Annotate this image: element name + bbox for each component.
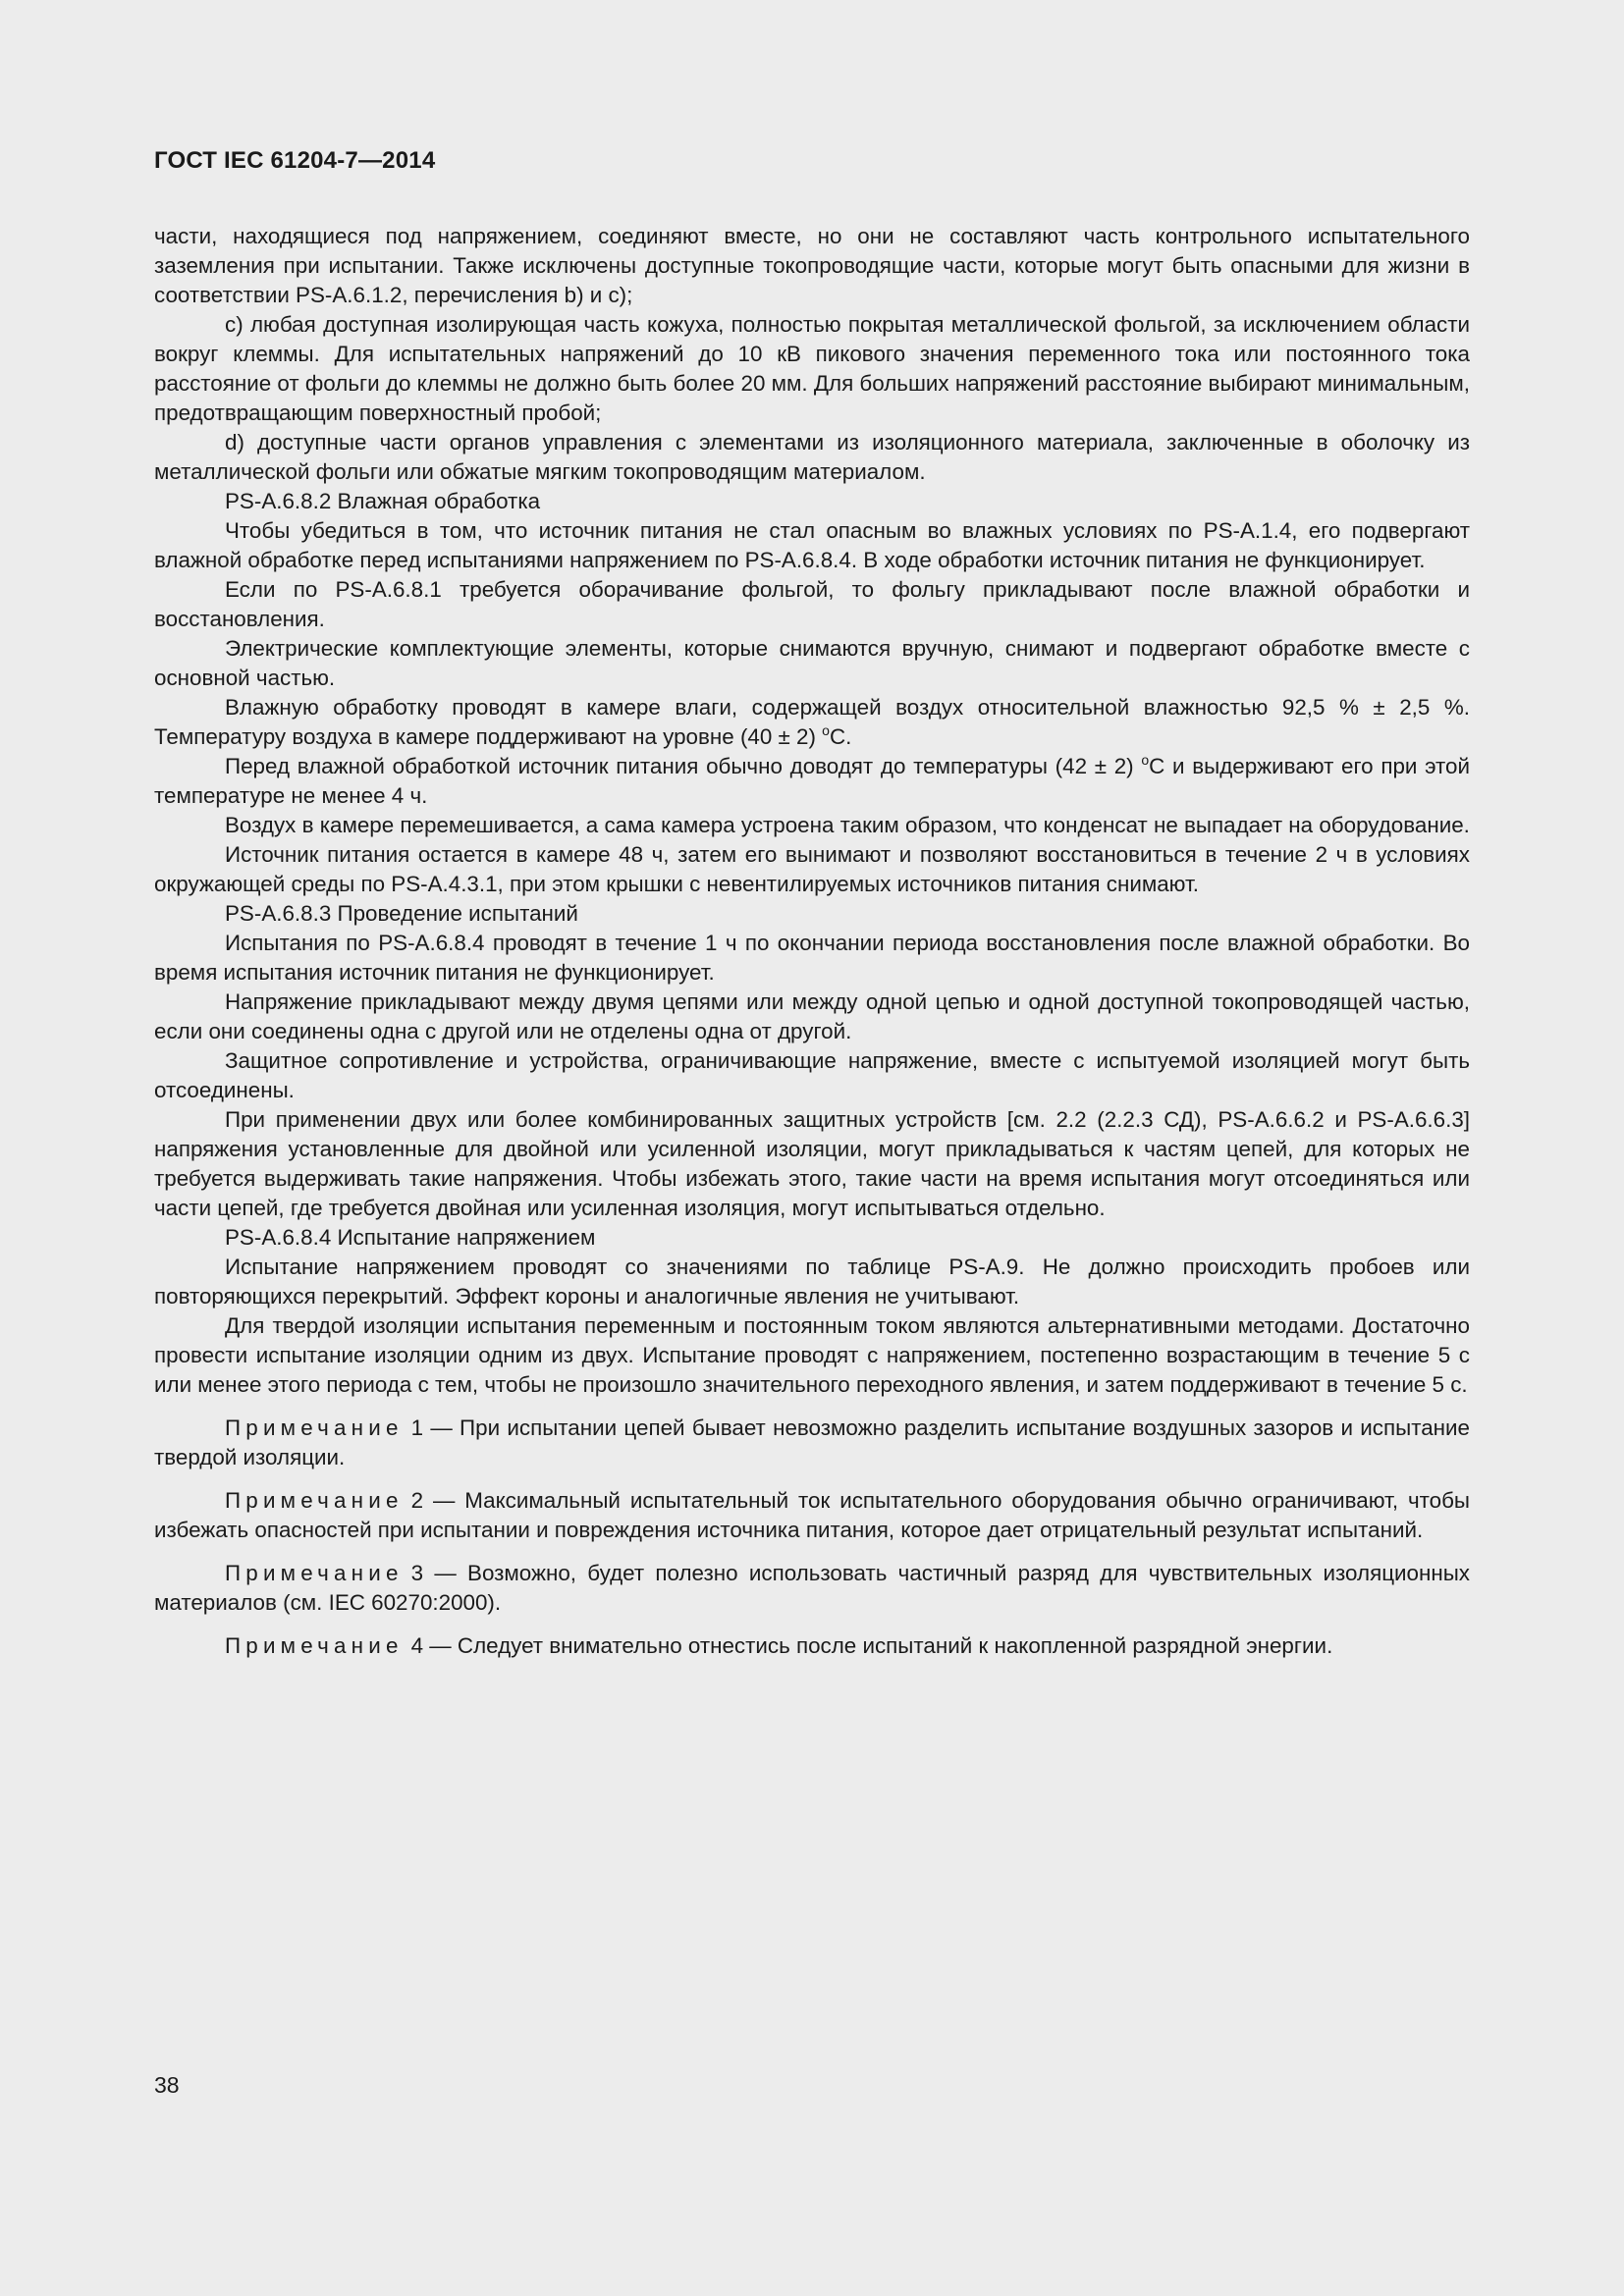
paragraph: Воздух в камере перемешивается, а сама камера устроена таким образом, что конденсат не выпадает на оборудование. (225, 813, 1470, 837)
degree-symbol: o (1141, 752, 1150, 768)
paragraph: Защитное сопротивление и устройства, ограничивающие напряжение, вместе с испытуемой изоляцией могут быть отсоединены. (154, 1048, 1470, 1102)
paragraph-text: С и выдерживают его при этой температуре не менее 4 ч. (154, 754, 1470, 808)
paragraph: Электрические комплектующие элементы, которые снимаются вручную, снимают и подвергают обработке вместе с основной частью. (154, 636, 1470, 690)
note-text: 1 — При испытании цепей бывает невозможно разделить испытание воздушных зазоров и испытание твердой изоляции. (154, 1415, 1470, 1469)
section-heading: PS-A.6.8.4 Испытание напряжением (225, 1225, 596, 1250)
note-label: Примечание (225, 1561, 404, 1585)
note-label: Примечание (225, 1415, 404, 1440)
paragraph: Напряжение прикладывают между двумя цепями или между одной цепью и одной доступной токопроводящей частью, если они соединены одна с другой или не отделены одна от другой. (154, 989, 1470, 1043)
paragraph: Испытания по PS-A.6.8.4 проводят в течение 1 ч по окончании периода восстановления после влажной обработки. Во время испытания источник питания не функционирует. (154, 931, 1470, 985)
document-header: ГОСТ IEC 61204-7—2014 (154, 147, 436, 174)
section-heading: PS-A.6.8.2 Влажная обработка (225, 489, 541, 513)
list-item-c: с) любая доступная изолирующая часть кожуха, полностью покрытая металлической фольгой, за исключением области вокруг клеммы. Для испытательных напряжений до 10 кВ пикового значения переменного тока или постоянного тока расстояние от фольги до клеммы не должно быть более 20 мм. Для больших напряжений расстояние выбирают минимальным, предотвращающим поверхностный пробой; (154, 312, 1470, 425)
document-body (154, 222, 1470, 1661)
paragraph: При применении двух или более комбинированных защитных устройств [см. 2.2 (2.2.3 СД), PS-A.6.6.2 и PS-A.6.6.3] напряжения установленные для двойной или усиленной изоляции, могут прикладываться к частям цепей, для которых не требуется выдерживать такие напряжения. Чтобы избежать этого, такие части на время испытания могут отсоединяться или части цепей, где требуется двойная или усиленная изоляция, могут испытываться отдельно. (154, 1107, 1470, 1220)
page-number: 38 (154, 2072, 180, 2098)
note-label: Примечание (225, 1488, 404, 1513)
paragraph: части, находящиеся под напряжением, соединяют вместе, но они не составляют часть контрольного испытательного заземления при испытании. Также исключены доступные токопроводящие части, которые могут быть опасными для жизни в соответствии PS-A.6.1.2, перечисления b) и с); (154, 224, 1470, 307)
paragraph-text: Перед влажной обработкой источник питания обычно доводят до температуры (42 ± 2) (225, 754, 1142, 778)
paragraph-text: C. (829, 724, 852, 749)
note (154, 1486, 1470, 1545)
degree-symbol: o (822, 722, 830, 738)
paragraph-text: Влажную обработку проводят в камере влаги, содержащей воздух относительной влажностью 92,5 % ± 2,5 %. Температуру воздуха в камере поддерживают на уровне (40 ± 2) (154, 695, 1470, 749)
paragraph (154, 752, 1470, 811)
note (154, 1559, 1470, 1618)
paragraph: Испытание напряжением проводят со значениями по таблице PS-A.9. Не должно происходить пробоев или повторяющихся перекрытий. Эффект короны и аналогичные явления не учитывают. (154, 1255, 1470, 1308)
note-text: 2 — Максимальный испытательный ток испытательного оборудования обычно ограничивают, чтобы избежать опасностей при испытании и повреждения источника питания, которое дает отрицательный результат испытаний. (154, 1488, 1470, 1542)
paragraph: Если по PS-A.6.8.1 требуется оборачивание фольгой, то фольгу прикладывают после влажной обработки и восстановления. (154, 577, 1470, 631)
note (154, 1631, 1470, 1661)
paragraph: Для твердой изоляции испытания переменным и постоянным током являются альтернативными методами. Достаточно провести испытание изоляции одним из двух. Испытание проводят с напряжением, постепенно возрастающим в течение 5 с или менее этого периода с тем, чтобы не произошло значительного переходного явления, и затем поддерживают в течение 5 с. (154, 1313, 1470, 1397)
section-heading: PS-A.6.8.3 Проведение испытаний (225, 901, 578, 926)
paragraph (154, 693, 1470, 752)
note-text: 3 — Возможно, будет полезно использовать частичный разряд для чувствительных изоляционных материалов (см. IEC 60270:2000). (154, 1561, 1470, 1615)
list-item-d: d) доступные части органов управления с элементами из изоляционного материала, заключенные в оболочку из металлической фольги или обжатые мягким токопроводящим материалом. (154, 430, 1470, 484)
paragraph: Источник питания остается в камере 48 ч, затем его вынимают и позволяют восстановиться в течение 2 ч в условиях окружающей среды по PS-A.4.3.1, при этом крышки с невентилируемых источников питания снимают. (154, 842, 1470, 896)
note-label: Примечание (225, 1633, 404, 1658)
note (154, 1414, 1470, 1472)
paragraph: Чтобы убедиться в том, что источник питания не стал опасным во влажных условиях по PS-A.1.4, его подвергают влажной обработке перед испытаниями напряжением по PS-A.6.8.4. В ходе обработки источник питания не функционирует. (154, 518, 1470, 572)
note-text: 4 — Следует внимательно отнестись после испытаний к накопленной разрядной энергии. (410, 1633, 1333, 1658)
